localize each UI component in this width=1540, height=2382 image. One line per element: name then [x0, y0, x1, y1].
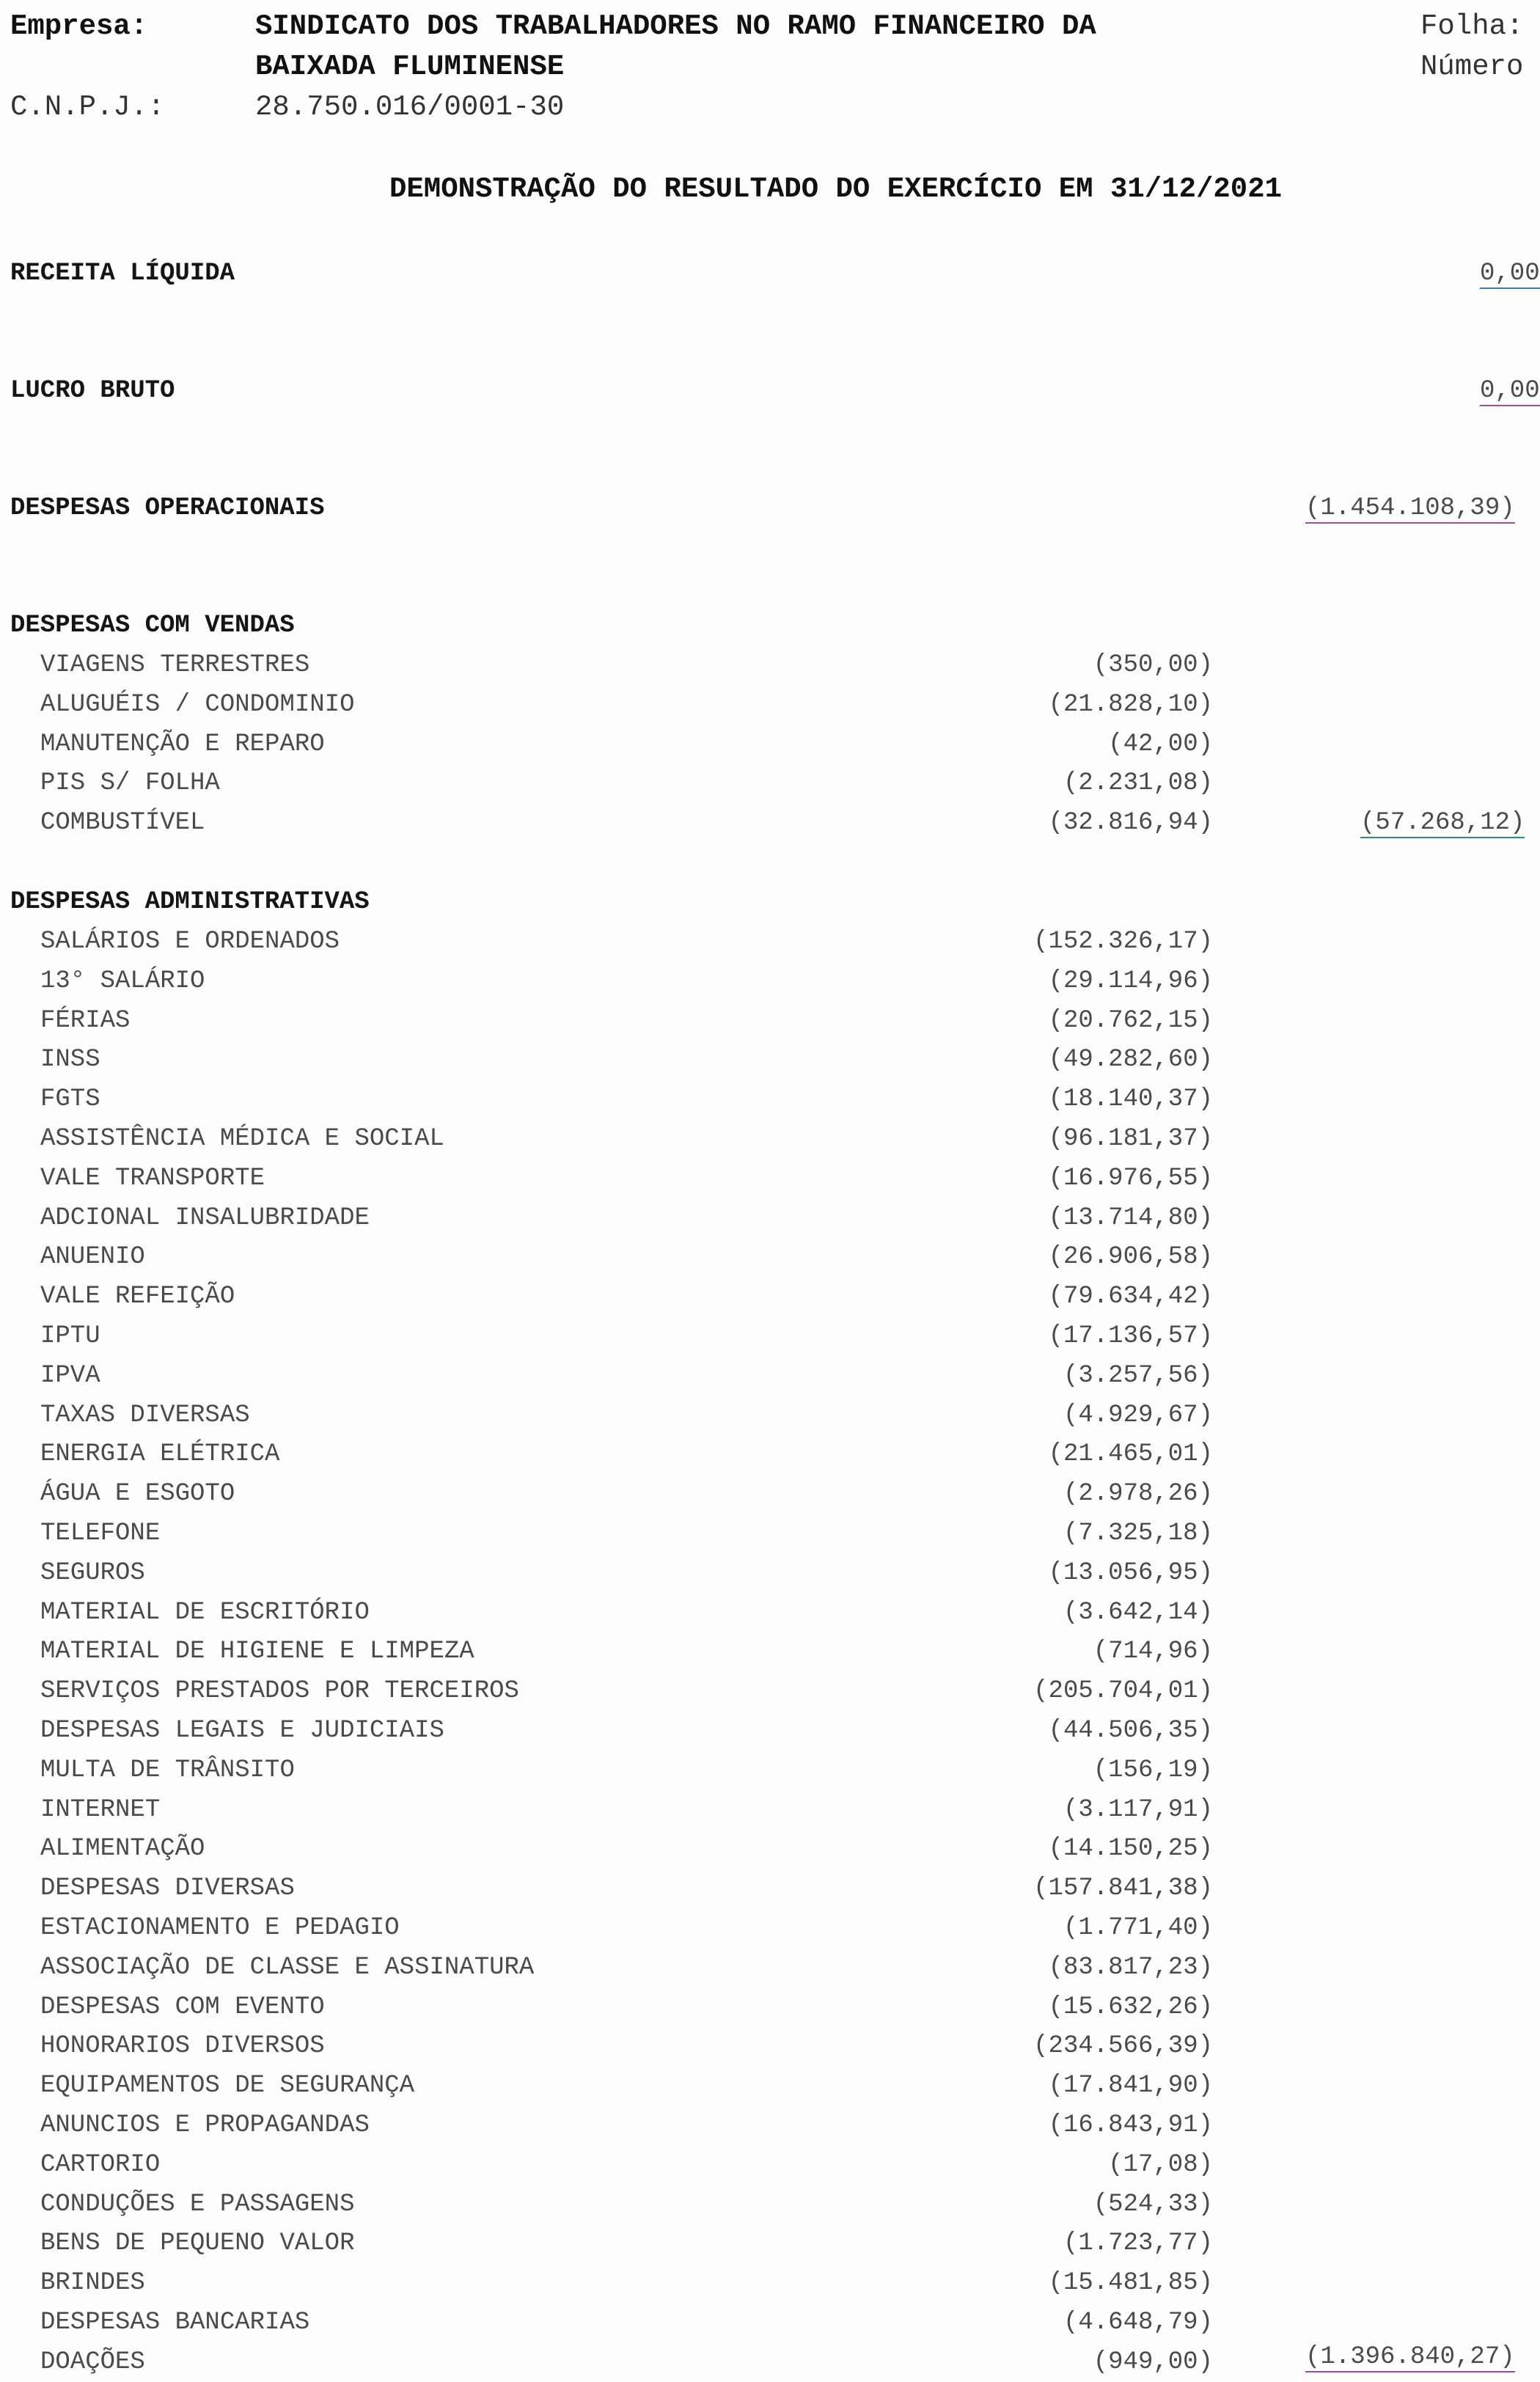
- receita-liquida-label: RECEITA LÍQUIDA: [10, 260, 235, 287]
- empresa-name-line1: SINDICATO DOS TRABALHADORES NO RAMO FINANCEIRO DA: [255, 10, 1096, 43]
- statement-title: DEMONSTRAÇÃO DO RESULTADO DO EXERCÍCIO EM 31/12/2021: [389, 173, 1282, 205]
- empresa-name-line2: BAIXADA FLUMINENSE: [255, 51, 565, 83]
- line-item-label: ASSOCIAÇÃO DE CLASSE E ASSINATURA: [40, 1953, 535, 1982]
- despesas-operacionais-value: (1.454.108,39): [1305, 494, 1515, 522]
- line-item-value: (205.704,01): [1033, 1677, 1213, 1706]
- line-item-value: (157.841,38): [1033, 1875, 1213, 1903]
- line-item-label: MULTA DE TRÂNSITO: [40, 1756, 295, 1784]
- line-item-value: (17.841,90): [1048, 2072, 1213, 2100]
- line-item-label: HONORARIOS DIVERSOS: [40, 2032, 325, 2061]
- line-item-value: (14.150,25): [1048, 1835, 1213, 1864]
- line-item-label: ESTACIONAMENTO E PEDAGIO: [40, 1914, 400, 1942]
- line-item-label: ADCIONAL INSALUBRIDADE: [40, 1203, 370, 1232]
- line-item-value: (42,00): [1108, 730, 1213, 758]
- line-item-value: (49.282,60): [1048, 1046, 1213, 1074]
- line-item-value: (32.816,94): [1048, 809, 1213, 838]
- line-item-value: (17.136,57): [1048, 1322, 1213, 1350]
- line-item-label: ASSISTÊNCIA MÉDICA E SOCIAL: [40, 1125, 444, 1153]
- line-item-label: DESPESAS LEGAIS E JUDICIAIS: [40, 1717, 444, 1745]
- line-item-label: TAXAS DIVERSAS: [40, 1401, 250, 1429]
- line-item-value: (16.976,55): [1048, 1164, 1213, 1192]
- line-item-value: (13.056,95): [1048, 1558, 1213, 1587]
- despesas-administrativas-label: DESPESAS ADMINISTRATIVAS: [10, 888, 370, 916]
- line-item-value: (16.843,91): [1048, 2111, 1213, 2139]
- line-item-label: SEGUROS: [40, 1558, 145, 1587]
- line-item-label: PIS S/ FOLHA: [40, 769, 220, 798]
- line-item-label: DESPESAS COM EVENTO: [40, 1993, 325, 2021]
- line-item-label: ANUENIO: [40, 1243, 145, 1272]
- line-item-label: BRINDES: [40, 2269, 145, 2298]
- line-item-value: (21.828,10): [1048, 690, 1213, 719]
- line-item-label: VIAGENS TERRESTRES: [40, 651, 310, 679]
- line-item-label: MATERIAL DE HIGIENE E LIMPEZA: [40, 1638, 474, 1666]
- line-item-value: (96.181,37): [1048, 1125, 1213, 1153]
- line-item-value: (44.506,35): [1048, 1717, 1213, 1745]
- line-item-label: CARTORIO: [40, 2150, 161, 2179]
- line-item-label: MATERIAL DE ESCRITÓRIO: [40, 1598, 370, 1627]
- line-item-value: (4.929,67): [1063, 1401, 1213, 1429]
- line-item-label: FÉRIAS: [40, 1006, 131, 1035]
- line-item-value: (4.648,79): [1063, 2309, 1213, 2337]
- line-item-label: ÁGUA E ESGOTO: [40, 1480, 235, 1509]
- line-item-value: (524,33): [1093, 2190, 1213, 2218]
- line-item-value: (20.762,15): [1048, 1006, 1213, 1035]
- despesas-administrativas-total: (1.396.840,27): [1305, 2343, 1515, 2371]
- despesas-operacionais-label: DESPESAS OPERACIONAIS: [10, 494, 325, 522]
- line-item-value: (152.326,17): [1033, 928, 1213, 956]
- line-item-value: (79.634,42): [1048, 1283, 1213, 1311]
- line-item-value: (26.906,58): [1048, 1243, 1213, 1272]
- line-item-value: (13.714,80): [1048, 1203, 1213, 1232]
- line-item-label: INTERNET: [40, 1795, 161, 1824]
- cnpj-label: C.N.P.J.:: [10, 91, 165, 123]
- line-item-value: (83.817,23): [1048, 1953, 1213, 1982]
- line-item-label: IPVA: [40, 1361, 100, 1390]
- line-item-value: (156,19): [1093, 1756, 1213, 1784]
- line-item-value: (2.978,26): [1063, 1480, 1213, 1509]
- line-item-label: INSS: [40, 1046, 100, 1074]
- receita-liquida-value: 0,00: [1480, 260, 1540, 287]
- line-item-value: (21.465,01): [1048, 1440, 1213, 1469]
- line-item-label: TELEFONE: [40, 1520, 161, 1547]
- line-item-value: (350,00): [1093, 651, 1213, 679]
- line-item-label: VALE REFEIÇÃO: [40, 1283, 235, 1311]
- line-item-value: (3.642,14): [1063, 1598, 1213, 1627]
- line-item-label: SALÁRIOS E ORDENADOS: [40, 928, 340, 956]
- line-item-value: (1.771,40): [1063, 1914, 1213, 1942]
- line-item-value: (18.140,37): [1048, 1085, 1213, 1114]
- line-item-label: DOAÇÕES: [40, 2348, 145, 2376]
- line-item-value: (3.257,56): [1063, 1361, 1213, 1390]
- line-item-value: (29.114,96): [1048, 967, 1213, 995]
- despesas-vendas-label: DESPESAS COM VENDAS: [10, 612, 295, 640]
- line-item-value: (3.117,91): [1063, 1795, 1213, 1824]
- lucro-bruto-value: 0,00: [1480, 377, 1540, 405]
- line-item-value: (714,96): [1093, 1638, 1213, 1666]
- line-item-label: MANUTENÇÃO E REPARO: [40, 730, 325, 758]
- line-item-label: SERVIÇOS PRESTADOS POR TERCEIROS: [40, 1677, 519, 1706]
- empresa-label: Empresa:: [10, 10, 148, 43]
- folha-label: Folha:: [1420, 10, 1524, 43]
- line-item-value: (234.566,39): [1033, 2032, 1213, 2061]
- line-item-label: 13° SALÁRIO: [40, 967, 205, 995]
- numero-label: Número: [1420, 51, 1524, 83]
- line-item-value: (1.723,77): [1063, 2229, 1213, 2258]
- lucro-bruto-label: LUCRO BRUTO: [10, 377, 175, 405]
- line-item-label: DESPESAS BANCARIAS: [40, 2309, 310, 2337]
- line-item-value: (17,08): [1108, 2150, 1213, 2179]
- line-item-value: (2.231,08): [1063, 769, 1213, 798]
- line-item-label: COMBUSTÍVEL: [40, 809, 205, 838]
- line-item-label: ALIMENTAÇÃO: [40, 1835, 205, 1864]
- line-item-label: BENS DE PEQUENO VALOR: [40, 2229, 355, 2258]
- line-item-label: ANUNCIOS E PROPAGANDAS: [40, 2111, 370, 2139]
- line-item-label: VALE TRANSPORTE: [40, 1164, 265, 1192]
- line-item-value: (15.481,85): [1048, 2269, 1213, 2298]
- line-item-label: FGTS: [40, 1085, 100, 1114]
- line-item-label: ALUGUÉIS / CONDOMINIO: [40, 690, 355, 719]
- line-item-value: (7.325,18): [1063, 1520, 1213, 1547]
- line-item-label: EQUIPAMENTOS DE SEGURANÇA: [40, 2072, 415, 2100]
- cnpj-value: 28.750.016/0001-30: [255, 91, 565, 123]
- line-item-label: ENERGIA ELÉTRICA: [40, 1440, 280, 1469]
- line-item-label: IPTU: [40, 1322, 100, 1350]
- line-item-value: (15.632,26): [1048, 1993, 1213, 2021]
- despesas-vendas-total: (57.268,12): [1360, 809, 1525, 837]
- line-item-value: (949,00): [1093, 2348, 1213, 2376]
- line-item-label: DESPESAS DIVERSAS: [40, 1875, 295, 1903]
- line-item-label: CONDUÇÕES E PASSAGENS: [40, 2190, 355, 2218]
